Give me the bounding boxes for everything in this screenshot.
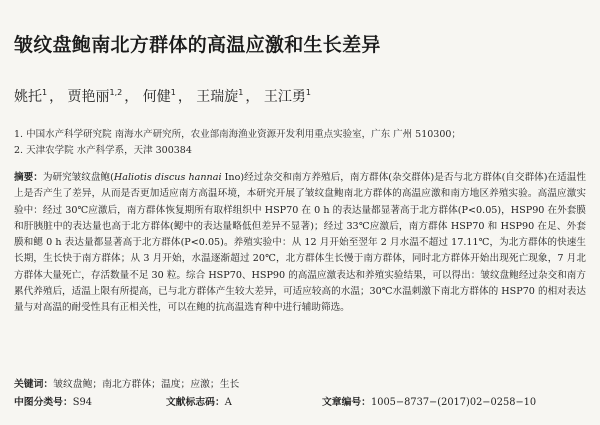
article-number-label: 文章编号： (322, 397, 371, 408)
author-list (14, 86, 586, 106)
document-code-label: 文献标志码： (166, 397, 225, 408)
abstract-text: Ino)经过杂交和南方养殖后，南方群体(杂交群体)是否与北方群体(自交群体)在适温性上是否产生了差异，从而是否更加适应南方高温环境，本研究开展了皱纹盘鲍南北方群体的高温应激和南方地区养殖实验。高温应激实验中：经过 30℃应激后，南方群体恢复期所有取样组织中 HSP70 在 0 h 的表达量都显著高于北方群体(P<0.05)，HSP90 在外套膜和肝胰脏中的表达量也高于北方群体(鳃中的表达量略低但差异不显著)；经过 33℃应激后，南方群体 HSP70 和 HSP90 在足、外套膜和鳃 0 h 表达量都显著高于北方群体(P<0.05)。养殖实验中：从 12 月开始至翌年 2 月水温不超过 17.11℃，为北方群体的快速生长期，生长快于南方群体；从 3 月开始，水温逐渐超过 20℃，北方群体生长慢于南方群体，同时北方群体开始出现死亡现象，7 月北方群体大量死亡，存活数量不足 30 粒。综合 HSP70、HSP90 的高温应激表达和养殖实验结果，可以得出：皱纹盘鲍经过杂交和南方累代养殖后，适温上限有所提高，已与北方群体产生较大差异，可适应较高的水温；30℃水温刺激下南北方群体的 HSP70 的相对表达量与对高温的耐受性具有正相关性，可以在鲍的抗高温选育种中进行辅助筛选。 (14, 172, 586, 314)
clc-label: 中图分类号： (14, 397, 73, 408)
species-name: Haliotis discus hannai (113, 172, 222, 183)
document-code (166, 394, 232, 408)
clc-value: S94 (72, 397, 92, 408)
author-name: 姚托 (14, 89, 42, 105)
article-metadata (14, 394, 586, 408)
author-name: 王瑞旋 (196, 89, 239, 105)
keywords-label: 关键词： (14, 379, 54, 390)
abstract (14, 170, 586, 317)
author-name: 何健 (142, 89, 171, 105)
author-separator: ， (245, 89, 260, 105)
clc-number (14, 394, 92, 408)
author-affiliation-mark: 1 (170, 88, 176, 98)
keywords-text: 皱纹盘鲍；南北方群体；温度；应激；生长 (53, 379, 240, 390)
document-code-value: A (224, 397, 232, 408)
abstract-text: 为研究皱纹盘鲍( (42, 172, 114, 183)
keywords (14, 376, 586, 390)
affiliation-line: 2. 天津农学院 水产科学系，天津 300384 (14, 145, 192, 156)
author-affiliation-mark: 1 (238, 88, 244, 98)
author-separator: ， (49, 89, 64, 105)
author-affiliation-mark: 1 (42, 88, 48, 98)
article-number-value: 1005−8737−(2017)02−0258−10 (370, 397, 537, 408)
author-separator: ， (177, 89, 192, 105)
author-affiliation-mark: 1 (305, 88, 311, 98)
author-name: 王江勇 (263, 89, 306, 105)
article-number (322, 394, 536, 408)
abstract-label: 摘要： (14, 172, 43, 183)
author-affiliation-mark: 1,2 (109, 88, 123, 98)
author-separator: ， (124, 89, 139, 105)
paper-title: 皱纹盘鲍南北方群体的高温应激和生长差异 (14, 34, 381, 56)
affiliation-line: 1. 中国水产科学研究院 南海水产研究所，农业部南海渔业资源开发利用重点实验室，广东 广州 510300； (14, 129, 461, 140)
author-name: 贾艳丽 (67, 89, 110, 105)
